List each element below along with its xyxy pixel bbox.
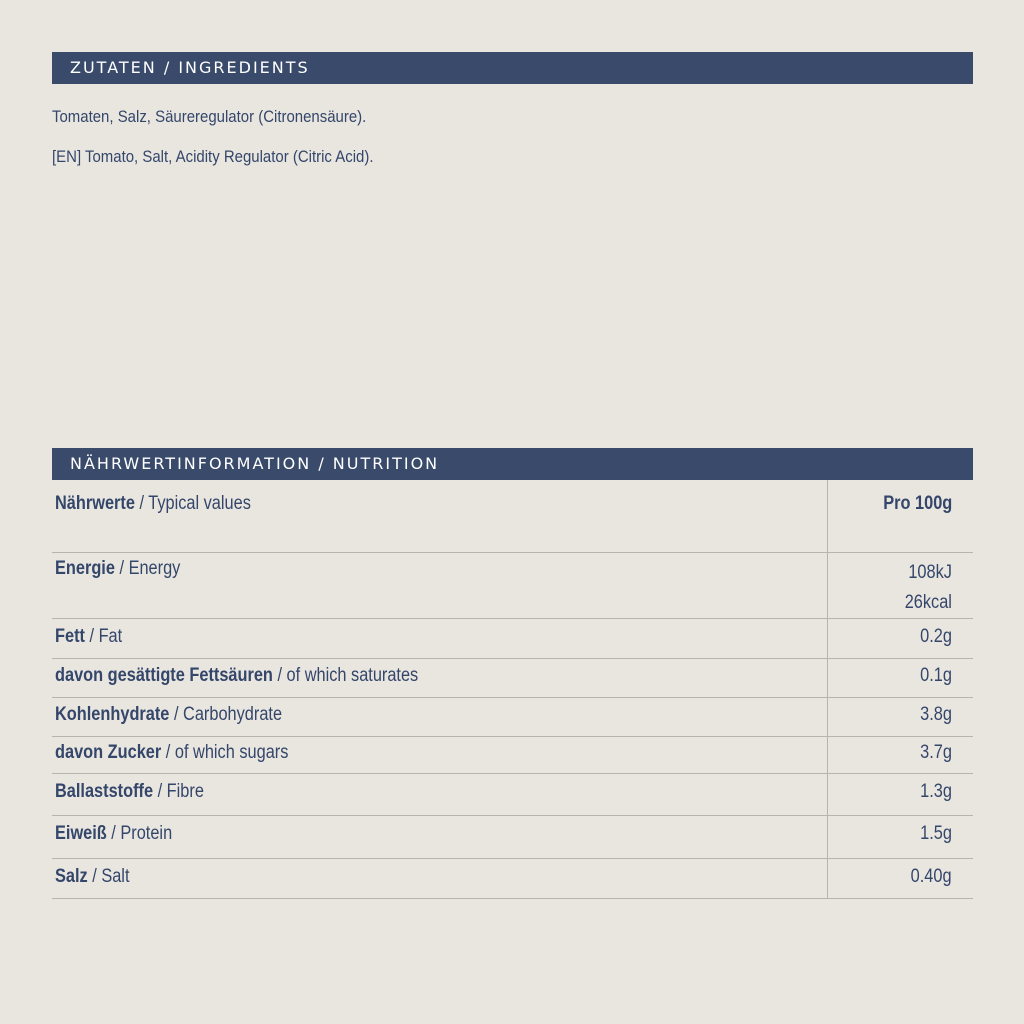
header-label-en: / Typical values	[134, 493, 251, 514]
table-row	[52, 815, 973, 858]
ingredients-header: ZUTATEN / INGREDIENTS	[52, 52, 973, 84]
row-label: Kohlenhydrate / Carbohydrate	[52, 697, 828, 736]
header-value-text: Pro 100g	[882, 493, 952, 514]
table-row	[52, 697, 973, 736]
table-row	[52, 858, 973, 898]
row-label: davon gesättigte Fettsäuren / of which saturates	[52, 658, 828, 697]
row-value: 1.5g	[828, 815, 974, 858]
row-value: 0.1g	[828, 658, 974, 697]
ingredients-text-en: [EN] Tomato, Salt, Acidity Regulator (Citric Acid).	[52, 147, 374, 166]
row-label: Fett / Fat	[52, 618, 828, 658]
row-value: 0.2g	[828, 618, 974, 658]
ingredients-text-de: Tomaten, Salz, Säureregulator (Citronensäure).	[52, 107, 367, 126]
row-value: 3.8g	[828, 697, 974, 736]
header-value	[828, 480, 974, 552]
row-label: Energie / Energy	[52, 552, 828, 618]
row-label: davon Zucker / of which sugars	[52, 736, 828, 773]
table-row	[52, 736, 973, 773]
row-value: 0.40g	[828, 858, 974, 898]
row-value: 108kJ 26kcal	[828, 552, 974, 618]
table-row	[52, 618, 973, 658]
table-row	[52, 773, 973, 815]
row-value: 1.3g	[828, 773, 974, 815]
row-label: Salz / Salt	[52, 858, 828, 898]
header-label-de: Nährwerte	[55, 493, 135, 514]
table-row	[52, 658, 973, 697]
nutrition-table	[52, 480, 973, 899]
nutrition-header: NÄHRWERTINFORMATION / NUTRITION	[52, 448, 973, 480]
table-header-row	[52, 480, 973, 552]
row-label: Eiweiß / Protein	[52, 815, 828, 858]
row-value: 3.7g	[828, 736, 974, 773]
row-label: Ballaststoffe / Fibre	[52, 773, 828, 815]
header-label	[52, 480, 828, 552]
table-row	[52, 552, 973, 618]
